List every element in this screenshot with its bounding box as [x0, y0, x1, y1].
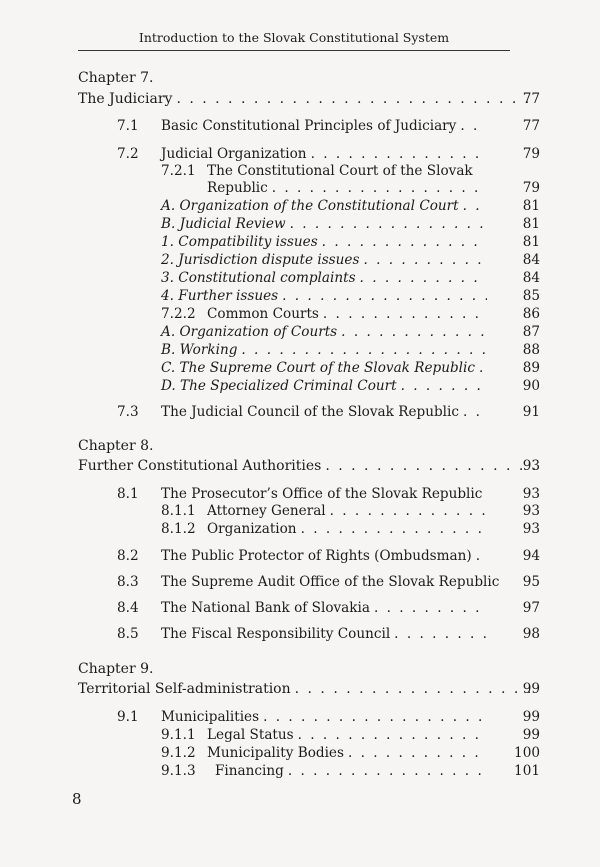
page-number: 100 [514, 745, 540, 761]
page-number: 93 [522, 458, 540, 474]
toc-entry-7-2-1-cont[interactable]: Republic . . . [207, 180, 491, 196]
page-number: 98 [522, 626, 540, 642]
dot-leader [176, 91, 536, 107]
toc-entry-8-4[interactable]: 8.4 The National Bank of Slovakia . . . [117, 600, 491, 616]
toc-entry-7-2[interactable]: 7.2 Judicial Organization . . . [117, 146, 491, 162]
toc-entry-9-1-3[interactable]: 9.1.3 Financing . . . [161, 763, 491, 779]
page-number: 86 [522, 306, 540, 322]
page-number: 84 [522, 270, 540, 286]
toc-entry-7-2-2-b[interactable]: B. Working . . . [161, 342, 491, 358]
running-header: Introduction to the Slovak Constitutional System [78, 30, 510, 51]
toc-entry-9-1-2[interactable]: 9.1.2 Municipality Bodies . . . [161, 745, 491, 761]
toc-entry-7-2-2-a[interactable]: A. Organization of Courts . . . [161, 324, 491, 340]
page-number: 95 [522, 574, 540, 590]
page-number: 94 [522, 548, 540, 564]
chapter-7-title-row[interactable] [78, 91, 540, 107]
toc-entry-9-1-1[interactable]: 9.1.1 Legal Status . . . [161, 727, 491, 743]
page-number: 84 [522, 252, 540, 268]
chapter-7-label: Chapter 7. [78, 70, 154, 86]
toc-entry-8-1[interactable]: 8.1 The Prosecutor’s Office of the Slovak Republic . . . [117, 486, 491, 502]
chapter-9-title-row[interactable] [78, 681, 540, 697]
toc-entry-7-2-1-b-1[interactable]: 1. Compatibility issues . . . [161, 234, 491, 250]
toc-entry-7-2-1[interactable]: 7.2.1 The Constitutional Court of the Slovak [161, 163, 473, 179]
toc-entry-9-1[interactable]: 9.1 Municipalities . . . [117, 709, 491, 725]
page-number: 93 [522, 503, 540, 519]
folio-page-number: 8 [72, 790, 82, 808]
page-number: 93 [522, 486, 540, 502]
toc-entry-8-1-1[interactable]: 8.1.1 Attorney General . . . [161, 503, 491, 519]
chapter-9-label: Chapter 9. [78, 661, 154, 677]
page-number: 99 [522, 681, 540, 697]
toc-entry-8-3[interactable]: 8.3 The Supreme Audit Office of the Slovak Republic [117, 574, 500, 590]
toc-entry-7-2-1-b[interactable]: B. Judicial Review . . . [161, 216, 491, 232]
toc-entry-8-2[interactable]: 8.2 The Public Protector of Rights (Ombudsman) . . . [117, 548, 491, 564]
page-number: 101 [514, 763, 540, 779]
page-number: 77 [522, 118, 540, 134]
page-number: 87 [522, 324, 540, 340]
page-number: 81 [522, 198, 540, 214]
chapter-title: Further Constitutional Authorities [78, 458, 322, 474]
page-number: 81 [522, 234, 540, 250]
toc-entry-7-2-2-c[interactable]: C. The Supreme Court of the Slovak Republic . . . [161, 360, 491, 376]
toc-entry-7-2-1-b-2[interactable]: 2. Jurisdiction dispute issues . . . [161, 252, 491, 268]
toc-entry-7-2-1-b-3[interactable]: 3. Constitutional complaints . . . [161, 270, 491, 286]
toc-entry-7-3[interactable]: 7.3 The Judicial Council of the Slovak Republic . . . [117, 404, 491, 420]
page-number: 99 [522, 727, 540, 743]
toc-entry-7-2-1-b-4[interactable]: 4. Further issues . . . [161, 288, 491, 304]
page-number: 85 [522, 288, 540, 304]
chapter-title: The Judiciary [78, 91, 173, 107]
page-number: 77 [522, 91, 540, 107]
page-number: 93 [522, 521, 540, 537]
chapter-8-label: Chapter 8. [78, 438, 154, 454]
toc-entry-7-2-1-a[interactable]: A. Organization of the Constitutional Court . . . [161, 198, 491, 214]
chapter-8-title-row[interactable] [78, 458, 540, 474]
page-number: 90 [522, 378, 540, 394]
page-number: 88 [522, 342, 540, 358]
page-number: 89 [522, 360, 540, 376]
page-number: 97 [522, 600, 540, 616]
toc-entry-7-1[interactable]: 7.1 Basic Constitutional Principles of Judiciary . . . [117, 118, 491, 134]
toc-entry-8-5[interactable]: 8.5 The Fiscal Responsibility Council . . . [117, 626, 491, 642]
toc-entry-7-2-2-d[interactable]: D. The Specialized Criminal Court . . . [161, 378, 491, 394]
page-number: 79 [522, 146, 540, 162]
toc-entry-8-1-2[interactable]: 8.1.2 Organization . . . [161, 521, 491, 537]
chapter-title: Territorial Self-administration [78, 681, 291, 697]
page-number: 79 [522, 180, 540, 196]
toc-entry-7-2-2[interactable]: 7.2.2 Common Courts . . . [161, 306, 491, 322]
page-number: 99 [522, 709, 540, 725]
page-number: 91 [522, 404, 540, 420]
page-number: 81 [522, 216, 540, 232]
